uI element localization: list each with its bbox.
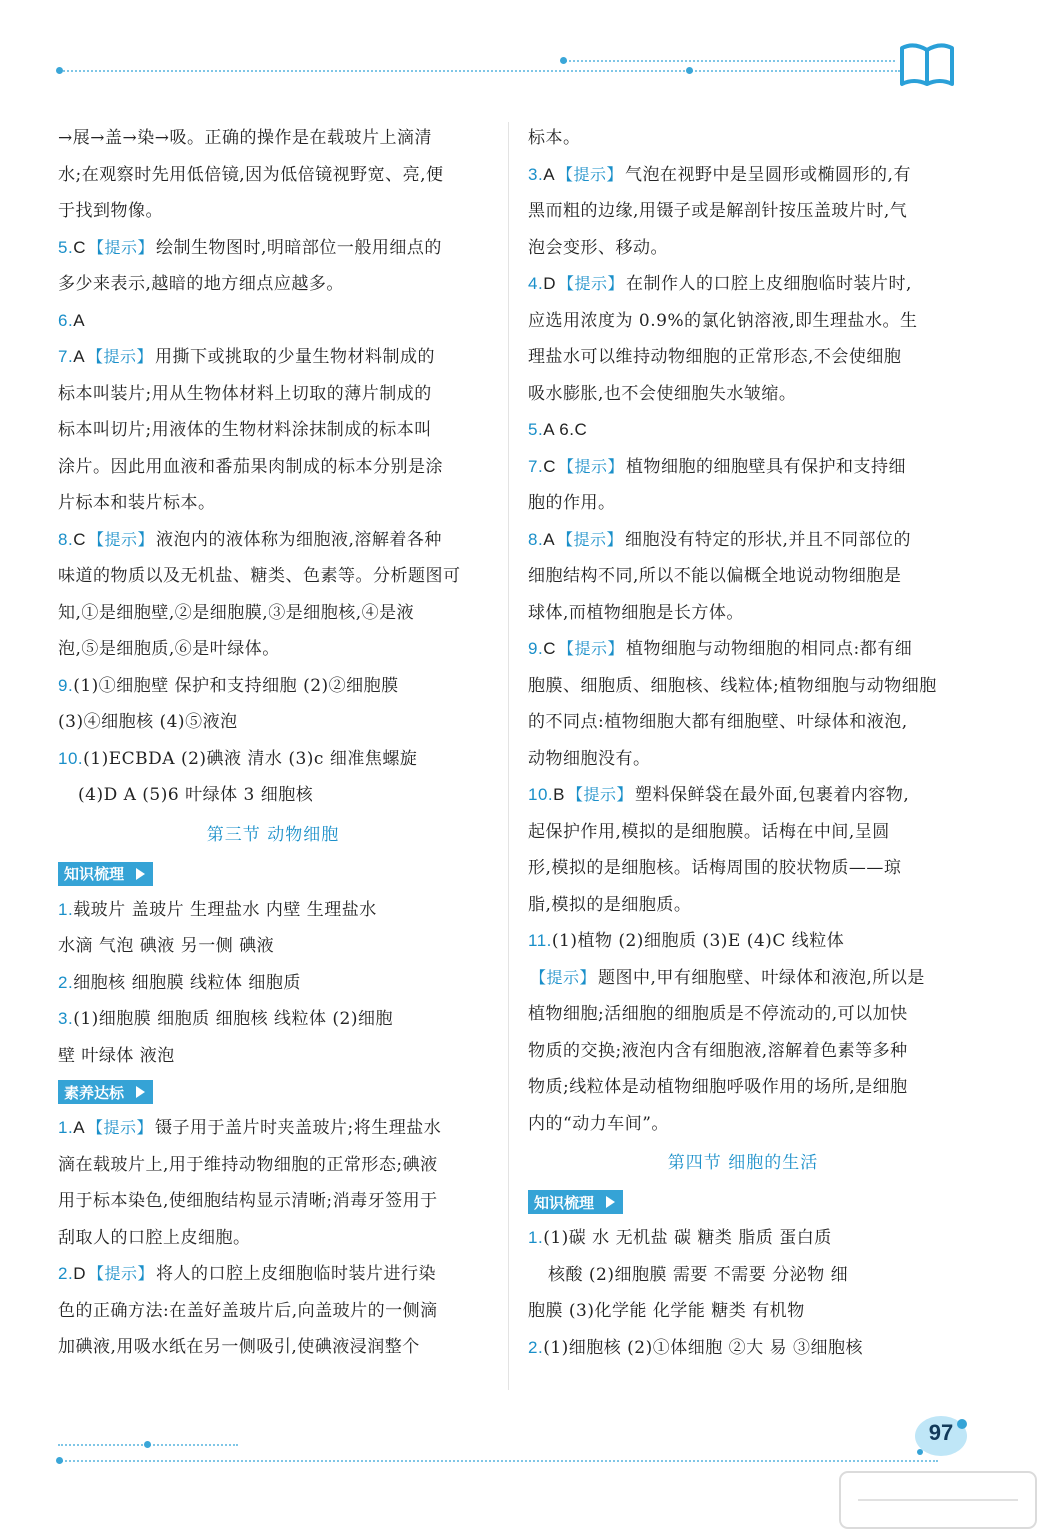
text-line	[58, 266, 488, 303]
line-text: 刮取人的口腔上皮细胞。	[58, 1227, 251, 1248]
text-line	[58, 449, 488, 486]
line-text: (1)细胞膜 细胞质 细胞核 线粒体 (2)细胞	[73, 1009, 393, 1029]
question-number: 6.	[58, 310, 74, 330]
line-text: 加碘液,用吸水纸在另一侧吸引,使碘液浸润整个	[58, 1337, 420, 1357]
question-line	[528, 923, 958, 960]
question-number: 9.	[58, 675, 74, 695]
text-line	[58, 558, 488, 595]
question-line	[528, 157, 958, 194]
question-line	[58, 1001, 488, 1038]
question-number: 9.	[528, 639, 544, 658]
question-number: 1.	[58, 1118, 74, 1137]
question-line	[528, 522, 958, 559]
question-line	[58, 668, 488, 705]
line-text: 水;在观察时先用低倍镜,因为低倍镜视野宽、亮,便	[58, 164, 444, 185]
watermark-logo-icon	[838, 1470, 1038, 1530]
answer-choice: D	[543, 274, 556, 293]
line-text: 在制作人的口腔上皮细胞临时装片时,	[625, 274, 912, 294]
text-line	[528, 1033, 958, 1070]
tip-label: 【提示】	[566, 785, 633, 804]
badge-label: 素养达标	[64, 1083, 125, 1102]
line-text: 胞的作用。	[528, 493, 616, 513]
tip-label: 【提示】	[557, 164, 624, 184]
question-number: 7.	[58, 347, 74, 366]
line-text: 物质的交换;液泡内含有细胞液,溶解着色素等多种	[528, 1040, 908, 1061]
line-text: 动物细胞没有。	[528, 748, 651, 769]
text-line	[528, 120, 958, 157]
line-text: 胞膜 (3)化学能 化学能 糖类 有机物	[528, 1301, 805, 1321]
question-number: 2.	[58, 972, 74, 992]
tip-label: 【提示】	[557, 274, 624, 293]
text-line	[528, 339, 958, 376]
right-column	[528, 120, 958, 1366]
tip-label: 【提示】	[87, 529, 154, 549]
line-text: 将人的口腔上皮细胞临时装片进行染	[155, 1264, 436, 1284]
line-text: 多少来表示,越暗的地方细点应越多。	[58, 274, 344, 294]
text-line	[528, 193, 958, 230]
answer-choice: C	[73, 237, 86, 257]
section-title: 第四节 细胞的生活	[667, 1153, 819, 1173]
literacy-badge	[58, 1080, 153, 1104]
answer-choice: D	[73, 1264, 86, 1283]
text-line	[528, 230, 958, 267]
text-line	[528, 704, 958, 741]
question-number: 3.	[58, 1009, 74, 1028]
line-text: 细胞核 细胞膜 线粒体 细胞质	[73, 972, 301, 993]
line-text: 壁 叶绿体 液泡	[58, 1045, 175, 1066]
footer-dot	[56, 1457, 63, 1464]
question-line	[58, 303, 488, 340]
answer-choice: A 6.C	[543, 420, 588, 439]
line-text: (3)④细胞核 (4)⑤液泡	[58, 712, 238, 732]
line-text: 涂片。因此用血液和番茄果肉制成的标本分别是涂	[58, 456, 443, 477]
text-line	[58, 485, 488, 522]
line-text: 题图中,甲有细胞壁、叶绿体和液泡,所以是	[598, 967, 925, 988]
footer-dotted-line	[58, 1460, 938, 1462]
question-line	[528, 631, 958, 668]
text-line	[528, 960, 958, 997]
line-text: 细胞结构不同,所以不能以偏概全地说动物细胞是	[528, 566, 902, 586]
knowledge-badge	[528, 1190, 623, 1214]
column-divider	[508, 122, 509, 1390]
line-text: (4)D A (5)6 叶绿体 3 细胞核	[78, 785, 314, 805]
line-text: 载玻片 盖玻片 生理盐水 内壁 生理盐水	[73, 899, 377, 920]
line-text: (1)①细胞壁 保护和支持细胞 (2)②细胞膜	[73, 675, 399, 696]
line-text: 应选用浓度为 0.9%的氯化钠溶液,即生理盐水。生	[528, 310, 918, 331]
line-text: 气泡在视野中是呈圆形或椭圆形的,有	[625, 164, 911, 185]
knowledge-badge-wrap	[58, 856, 488, 892]
answer-choice: A	[73, 1118, 86, 1137]
line-text: 形,模拟的是细胞核。话梅周围的胶状物质——琼	[528, 858, 902, 878]
line-text: 绘制生物图时,明暗部位一般用细点的	[155, 237, 442, 258]
header-dotted-line-upper	[565, 60, 895, 62]
question-line	[58, 1256, 488, 1293]
line-text: 泡,⑤是细胞质,⑥是叶绿体。	[58, 639, 280, 659]
text-line	[528, 996, 958, 1033]
line-text: 泡会变形、移动。	[528, 237, 668, 258]
question-line	[58, 965, 488, 1002]
text-line	[58, 631, 488, 668]
line-text: 球体,而植物细胞是长方体。	[528, 602, 744, 623]
text-line	[528, 303, 958, 340]
tip-label: 【提示】	[87, 347, 154, 366]
line-text: 水滴 气泡 碘液 另一侧 碘液	[58, 936, 275, 956]
question-number: 4.	[528, 274, 544, 293]
question-line	[58, 522, 488, 559]
badge-label: 知识梳理	[534, 1193, 595, 1212]
question-number: 5.	[58, 237, 74, 257]
text-line	[528, 485, 958, 522]
question-number: 11.	[528, 931, 552, 950]
text-line	[528, 1106, 958, 1143]
text-line	[528, 668, 958, 705]
question-line	[58, 120, 488, 157]
text-line	[58, 1183, 488, 1220]
header-dot	[56, 67, 63, 74]
text-line	[58, 928, 488, 965]
text-line	[58, 595, 488, 632]
question-line	[528, 449, 958, 486]
text-line	[528, 850, 958, 887]
line-text: 起保护作用,模拟的是细胞膜。话梅在中间,呈圆	[528, 821, 890, 842]
question-number: 1.	[528, 1228, 544, 1247]
header-dot	[686, 67, 693, 74]
text-line	[528, 558, 958, 595]
line-text: (1)植物 (2)细胞质 (3)E (4)C 线粒体	[551, 931, 845, 951]
question-number: 3.	[528, 164, 544, 184]
question-line	[528, 1220, 958, 1257]
tip-label: 【提示】	[557, 639, 624, 658]
line-text: 植物细胞的细胞壁具有保护和支持细	[625, 456, 906, 477]
question-line	[58, 157, 488, 194]
line-text: 知,①是细胞壁,②是细胞膜,③是细胞核,④是液	[58, 602, 415, 623]
text-line	[58, 777, 488, 814]
line-text: 片标本和装片标本。	[58, 493, 216, 513]
line-text: 液泡内的液体称为细胞液,溶解着各种	[155, 529, 442, 550]
tip-label: 【提示】	[557, 529, 624, 549]
line-text: 植物细胞与动物细胞的相同点:都有细	[625, 639, 913, 659]
text-line	[58, 412, 488, 449]
answer-choice: A	[543, 164, 556, 184]
line-text: 用撕下或挑取的少量生物材料制成的	[155, 347, 436, 367]
knowledge-badge	[58, 862, 153, 886]
line-text: (1)ECBDA (2)碘液 清水 (3)c 细准焦螺旋	[83, 748, 418, 769]
question-line	[528, 266, 958, 303]
text-line	[528, 1293, 958, 1330]
line-text: 标本叫装片;用从生物体材料上切取的薄片制成的	[58, 383, 432, 404]
answer-choice: C	[543, 639, 556, 658]
answer-choice: A	[73, 310, 86, 330]
question-line	[528, 1330, 958, 1367]
text-line	[58, 1220, 488, 1257]
answer-choice: A	[73, 347, 86, 366]
text-line	[528, 1257, 958, 1294]
text-line	[58, 1293, 488, 1330]
open-book-icon	[898, 40, 956, 88]
line-text: 吸水膨胀,也不会使细胞失水皱缩。	[528, 383, 797, 404]
play-arrow-icon	[136, 1086, 145, 1098]
question-line	[58, 230, 488, 267]
answer-choice: A	[543, 529, 556, 549]
line-text: 于找到物像。	[58, 201, 163, 221]
question-number: 10.	[528, 785, 554, 804]
line-text: →展→盖→染→吸。正确的操作是在载玻片上滴清	[58, 128, 432, 148]
tip-label: 【提示】	[557, 456, 624, 476]
tip-label: 【提示】	[530, 967, 597, 987]
line-text: 标本。	[528, 128, 581, 148]
question-number: 8.	[528, 529, 544, 549]
text-line	[528, 887, 958, 924]
question-line	[58, 892, 488, 929]
badge-label: 知识梳理	[64, 865, 125, 883]
line-text: 黑而粗的边缘,用镊子或是解剖针按压盖玻片时,气	[528, 201, 908, 221]
header-dot	[560, 57, 567, 64]
tip-label: 【提示】	[87, 1264, 154, 1283]
text-line	[58, 1147, 488, 1184]
text-line	[528, 595, 958, 632]
page-number: 97	[928, 1420, 954, 1445]
section-title: 第三节 动物细胞	[206, 824, 340, 845]
line-text: 胞膜、细胞质、细胞核、线粒体;植物细胞与动物细胞	[528, 675, 937, 696]
question-number: 2.	[58, 1264, 74, 1283]
header-dotted-line	[60, 70, 900, 72]
text-line	[528, 741, 958, 778]
answer-choice: C	[73, 529, 86, 549]
knowledge-badge-wrap	[528, 1184, 958, 1220]
question-line	[528, 777, 958, 814]
line-text: 核酸 (2)细胞膜 需要 不需要 分泌物 细	[548, 1264, 849, 1285]
line-text: 细胞没有特定的形状,并且不同部位的	[625, 529, 911, 550]
tip-label: 【提示】	[87, 237, 154, 257]
text-line	[58, 376, 488, 413]
question-line	[58, 741, 488, 778]
question-line	[58, 339, 488, 376]
answer-choice: B	[553, 785, 565, 804]
tip-label: 【提示】	[87, 1118, 154, 1137]
question-number: 5.	[528, 420, 544, 439]
play-arrow-icon	[606, 1196, 615, 1208]
line-text: 色的正确方法:在盖好盖玻片后,向盖玻片的一侧滴	[58, 1300, 438, 1321]
left-column	[58, 120, 488, 1366]
text-line	[58, 704, 488, 741]
question-number: 2.	[528, 1337, 544, 1357]
line-text: (1)碳 水 无机盐 碳 糖类 脂质 蛋白质	[543, 1228, 832, 1248]
footer-dot	[144, 1441, 151, 1448]
line-text: 植物细胞;活细胞的细胞质是不停流动的,可以加快	[528, 1004, 908, 1024]
line-text: 物质;线粒体是动植物细胞呼吸作用的场所,是细胞	[528, 1077, 908, 1097]
question-line	[58, 193, 488, 230]
line-text: 的不同点:植物细胞大都有细胞壁、叶绿体和液泡,	[528, 712, 908, 732]
line-text: 滴在载玻片上,用于维持动物细胞的正常形态;碘液	[58, 1154, 438, 1175]
line-text: 塑料保鲜袋在最外面,包裹着内容物,	[635, 785, 910, 805]
line-text: 标本叫切片;用液体的生物材料涂抹制成的标本叫	[58, 420, 432, 440]
text-line	[58, 1038, 488, 1075]
text-line	[528, 814, 958, 851]
line-text: (1)细胞核 (2)①体细胞 ②大 易 ③细胞核	[543, 1337, 863, 1358]
question-number: 10.	[58, 748, 84, 768]
line-text: 脂,模拟的是细胞质。	[528, 894, 692, 915]
line-text: 理盐水可以维持动物细胞的正常形态,不会使细胞	[528, 347, 902, 367]
question-line	[528, 412, 958, 449]
text-line	[528, 376, 958, 413]
question-number: 8.	[58, 529, 74, 549]
line-text: 味道的物质以及无机盐、糖类、色素等。分析题图可	[58, 566, 461, 586]
answer-choice: C	[543, 456, 556, 476]
question-line	[58, 1110, 488, 1147]
line-text: 内的“动力车间”。	[528, 1113, 669, 1134]
play-arrow-icon	[136, 868, 145, 880]
question-number: 7.	[528, 456, 544, 476]
question-number: 1.	[58, 899, 74, 919]
line-text: 镊子用于盖片时夹盖玻片;将生理盐水	[155, 1118, 442, 1138]
literacy-badge-wrap	[58, 1074, 488, 1110]
text-line	[58, 1329, 488, 1366]
line-text: 用于标本染色,使细胞结构显示清晰;消毒牙签用于	[58, 1191, 438, 1211]
text-line	[528, 1069, 958, 1106]
